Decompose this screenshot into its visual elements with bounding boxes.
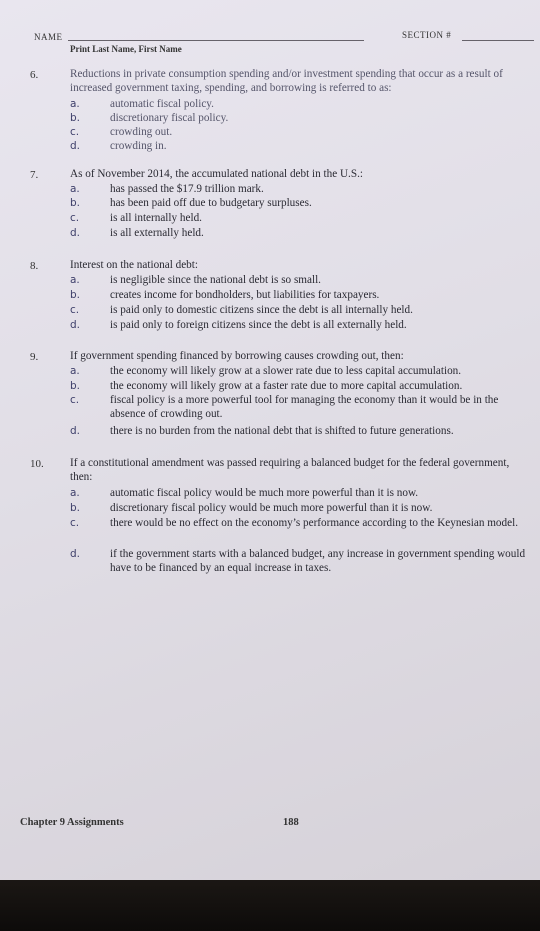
option-text: the economy will likely grow at a slower rate due to less capital accumulation. (110, 365, 462, 377)
option-letter: c. (70, 212, 80, 224)
option-letter: a. (70, 183, 80, 195)
option-text: discretionary fiscal policy. (110, 112, 229, 124)
question-number: 10. (30, 458, 44, 470)
question-text: As of November 2014, the accumulated national debt in the U.S.: (70, 168, 363, 180)
option-text: creates income for bondholders, but liabilities for taxpayers. (110, 289, 380, 301)
section-label: SECTION # (402, 30, 452, 40)
option-text: is all internally held. (110, 212, 202, 224)
question-number: 9. (30, 351, 39, 363)
dark-background (0, 880, 540, 931)
option-text: fiscal policy is a more powerful tool for managing the economy than it would be in the absence of crowding out. (110, 394, 499, 420)
option-text: is paid only to domestic citizens since the debt is all internally held. (110, 304, 413, 316)
section-underline (462, 40, 534, 41)
question-text: Reductions in private consumption spending and/or investment spending that occur as a result of increased government taxing, spending, and borrowing is referred to as: (70, 68, 503, 94)
question-number: 8. (30, 260, 39, 272)
option-letter: c. (70, 394, 80, 406)
name-hint: Print Last Name, First Name (70, 44, 182, 54)
option-text: has passed the $17.9 trillion mark. (110, 183, 264, 195)
page-number: 188 (283, 817, 299, 828)
option-text: if the government starts with a balanced budget, any increase in government spending would have to be financed by an equal increase in taxes. (110, 548, 526, 574)
option-text: automatic fiscal policy. (110, 98, 214, 110)
option-letter: b. (70, 380, 81, 392)
option-letter: b. (70, 502, 81, 514)
option-letter: c. (70, 517, 80, 529)
option-letter: b. (70, 112, 81, 124)
option-letter: c. (70, 304, 80, 316)
option-text: is paid only to foreign citizens since the debt is all externally held. (110, 319, 407, 331)
question-text: Interest on the national debt: (70, 259, 198, 271)
option-text: the economy will likely grow at a faster rate due to more capital accumulation. (110, 380, 463, 392)
option-letter: c. (70, 126, 80, 138)
question-number: 7. (30, 169, 39, 181)
name-label: NAME (34, 32, 63, 42)
option-text: is all externally held. (110, 227, 204, 239)
option-letter: a. (70, 274, 80, 286)
option-text: automatic fiscal policy would be much more powerful than it is now. (110, 487, 419, 499)
option-letter: d. (70, 425, 81, 437)
option-text: there is no burden from the national debt that is shifted to future generations. (110, 425, 454, 437)
option-letter: b. (70, 197, 81, 209)
question-text: If government spending financed by borrowing causes crowding out, then: (70, 350, 404, 362)
option-letter: b. (70, 289, 81, 301)
name-underline (68, 40, 364, 41)
option-letter: a. (70, 365, 80, 377)
option-letter: d. (70, 227, 81, 239)
option-letter: a. (70, 487, 80, 499)
option-text: crowding out. (110, 126, 173, 138)
option-letter: d. (70, 319, 81, 331)
option-text: is negligible since the national debt is so small. (110, 274, 321, 286)
option-text: crowding in. (110, 140, 167, 152)
question-text: If a constitutional amendment was passed requiring a balanced budget for the federal government, then: (70, 457, 510, 483)
option-text: has been paid off due to budgetary surpluses. (110, 197, 312, 209)
option-text: there would be no effect on the economy’s performance according to the Keynesian model. (110, 517, 518, 529)
option-text: discretionary fiscal policy would be much more powerful than it is now. (110, 502, 433, 514)
option-letter: d. (70, 548, 81, 560)
question-number: 6. (30, 69, 39, 81)
option-letter: d. (70, 140, 81, 152)
chapter-footer: Chapter 9 Assignments (20, 817, 124, 828)
option-letter: a. (70, 98, 80, 110)
